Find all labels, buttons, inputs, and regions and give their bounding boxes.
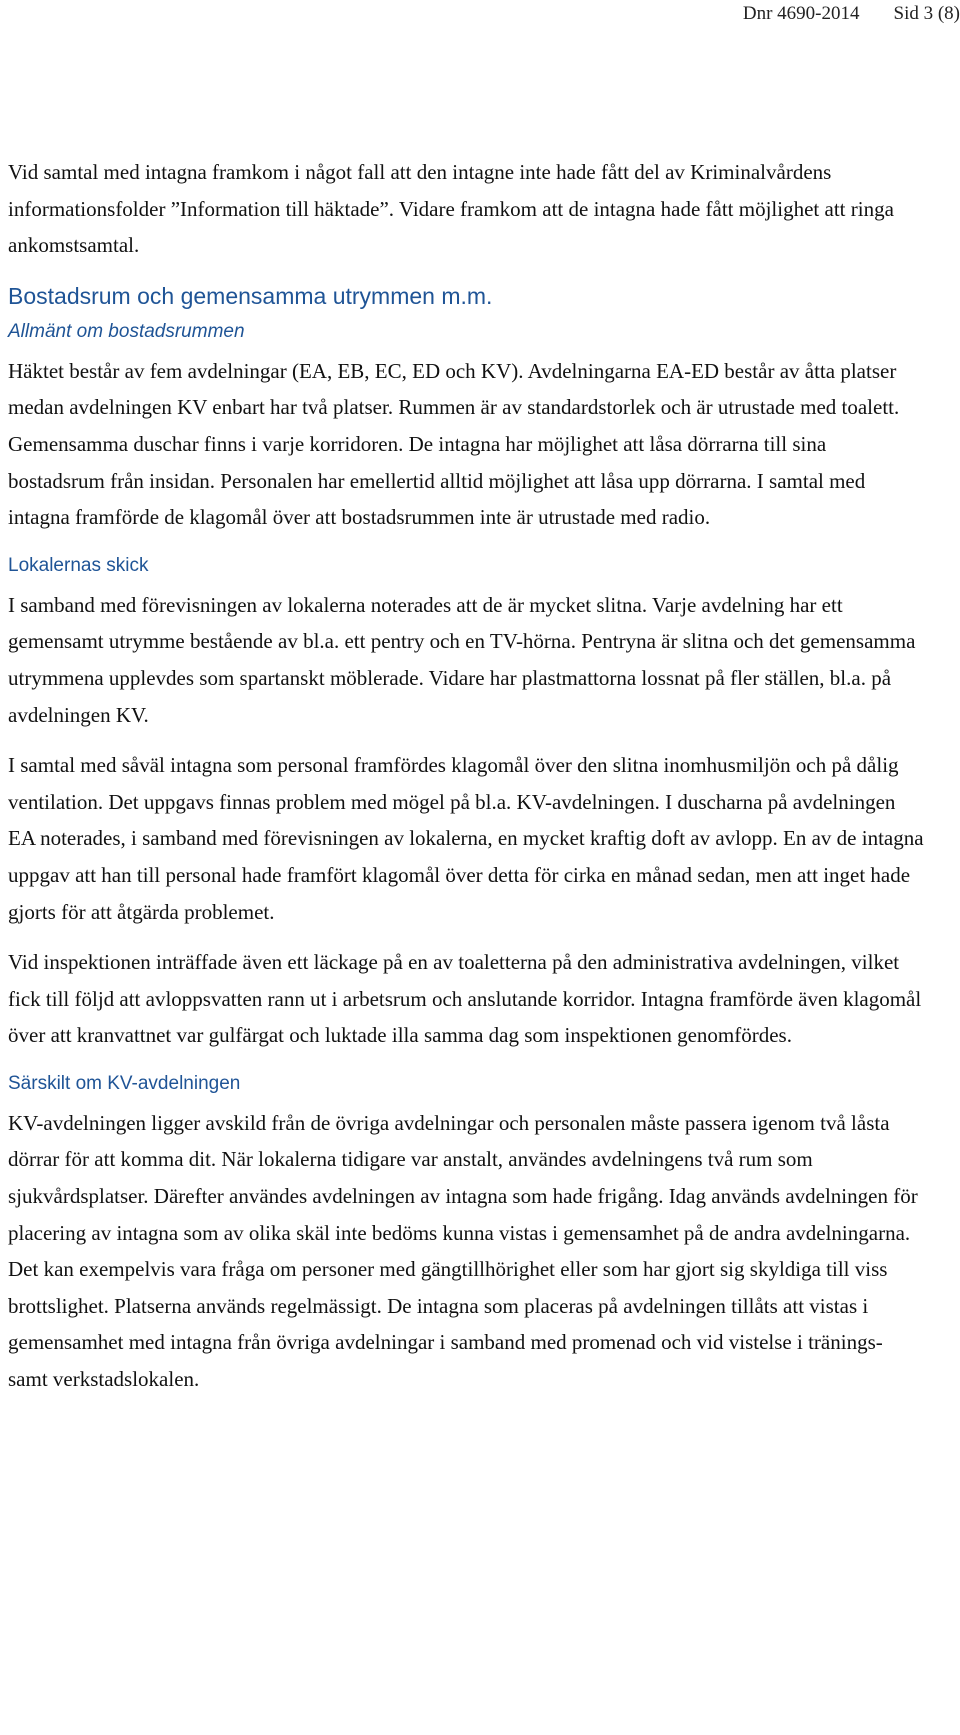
paragraph-lokalernas-skick-3: Vid inspektionen inträffade även ett läckage på en av toaletterna på den administrativa avdelningen, vilket fick till följd att avloppsvatten rann ut i arbetsrum och anslutande korridor. Intagna framförde även klagomål över att kranvattnet var gulfärgat och luktade illa samma dag som inspektionen genomfördes.	[8, 950, 922, 1048]
subsection-heading-bostadsrummen: Allmänt om bostadsrummen	[8, 320, 245, 342]
document-number: Dnr 4690-2014	[742, 3, 860, 24]
paragraph-lokalernas-skick-2: I samtal med såväl intagna som personal framfördes klagomål över den slitna inomhusmiljön och på dålig ventilation. Det uppgavs finnas problem med mögel på bl.a. KV-avdelningen. I duscharna på avdelningen EA noterades, i samband med förevisningen av lokalerna, en mycket kraftig doft av avlopp. En av de intagna uppgav att han till personal hade framfört klagomål över detta för cirka en månad sedan, men att inget hade gjorts för att åtgärda problemet.	[8, 753, 924, 924]
subsection-heading-kv-avdelningen: Särskilt om KV-avdelningen	[8, 1072, 241, 1094]
paragraph-bostadsrummen: Häktet består av fem avdelningar (EA, EB, EC, ED och KV). Avdelningarna EA-ED består av åtta platser medan avdelningen KV enbart har två platser. Rummen är av standardstorlek och är utrustade med toalett. Gemensamma duschar finns i varje korridoren. De intagna har möjlighet att låsa dörrarna till sina bostadsrum från insidan. Personalen har emellertid alltid möjlighet att låsa upp dörrarna. I samtal med intagna framförde de klagomål över att bostadsrummen inte är utrustade med radio.	[8, 358, 900, 530]
document-body	[8, 154, 926, 1398]
page-number: Sid 3 (8)	[893, 3, 960, 24]
paragraph-kv-avdelningen: KV-avdelningen ligger avskild från de övriga avdelningar och personalen måste passera igenom två låsta dörrar för att komma dit. När lokalerna tidigare var anstalt, användes avdelningens två rum som sjukvårdsplatser. Därefter användes avdelningen av intagna som hade frigång. Idag används avdelningen för placering av intagna som av olika skäl inte bedöms kunna vistas i gemensamhet på de andra avdelningarna. Det kan exempelvis vara fråga om personer med gängtillhörighet eller som har gjort sig skyldiga till viss brottslighet. Platserna används regelmässigt. De intagna som placeras på avdelningen tillåts att vistas i gemensamhet med intagna från övriga avdelningar i samband med promenad och vid vistelse i tränings- samt verkstadslokalen.	[8, 1110, 918, 1392]
intro-paragraph: Vid samtal med intagna framkom i något fall att den intagne inte hade fått del av Kriminalvårdens informationsfolder ”Information till häktade”. Vidare framkom att de intagna hade fått möjlighet att ringa ankomstsamtal.	[8, 160, 894, 258]
section-heading: Bostadsrum och gemensamma utrymmen m.m.	[8, 282, 493, 309]
paragraph-lokalernas-skick-1: I samband med förevisningen av lokalerna noterades att de är mycket slitna. Varje avdelning har ett gemensamt utrymme bestående av bl.a. ett pentry och en TV-hörna. Pentryna är slitna och det gemensamma utrymmena upplevdes som spartanskt möblerade. Vidare har plastmattorna lossnat på fler ställen, bl.a. på avdelningen KV.	[8, 592, 916, 727]
page-header	[743, 0, 960, 30]
subsection-heading-lokalernas-skick: Lokalernas skick	[8, 554, 149, 576]
